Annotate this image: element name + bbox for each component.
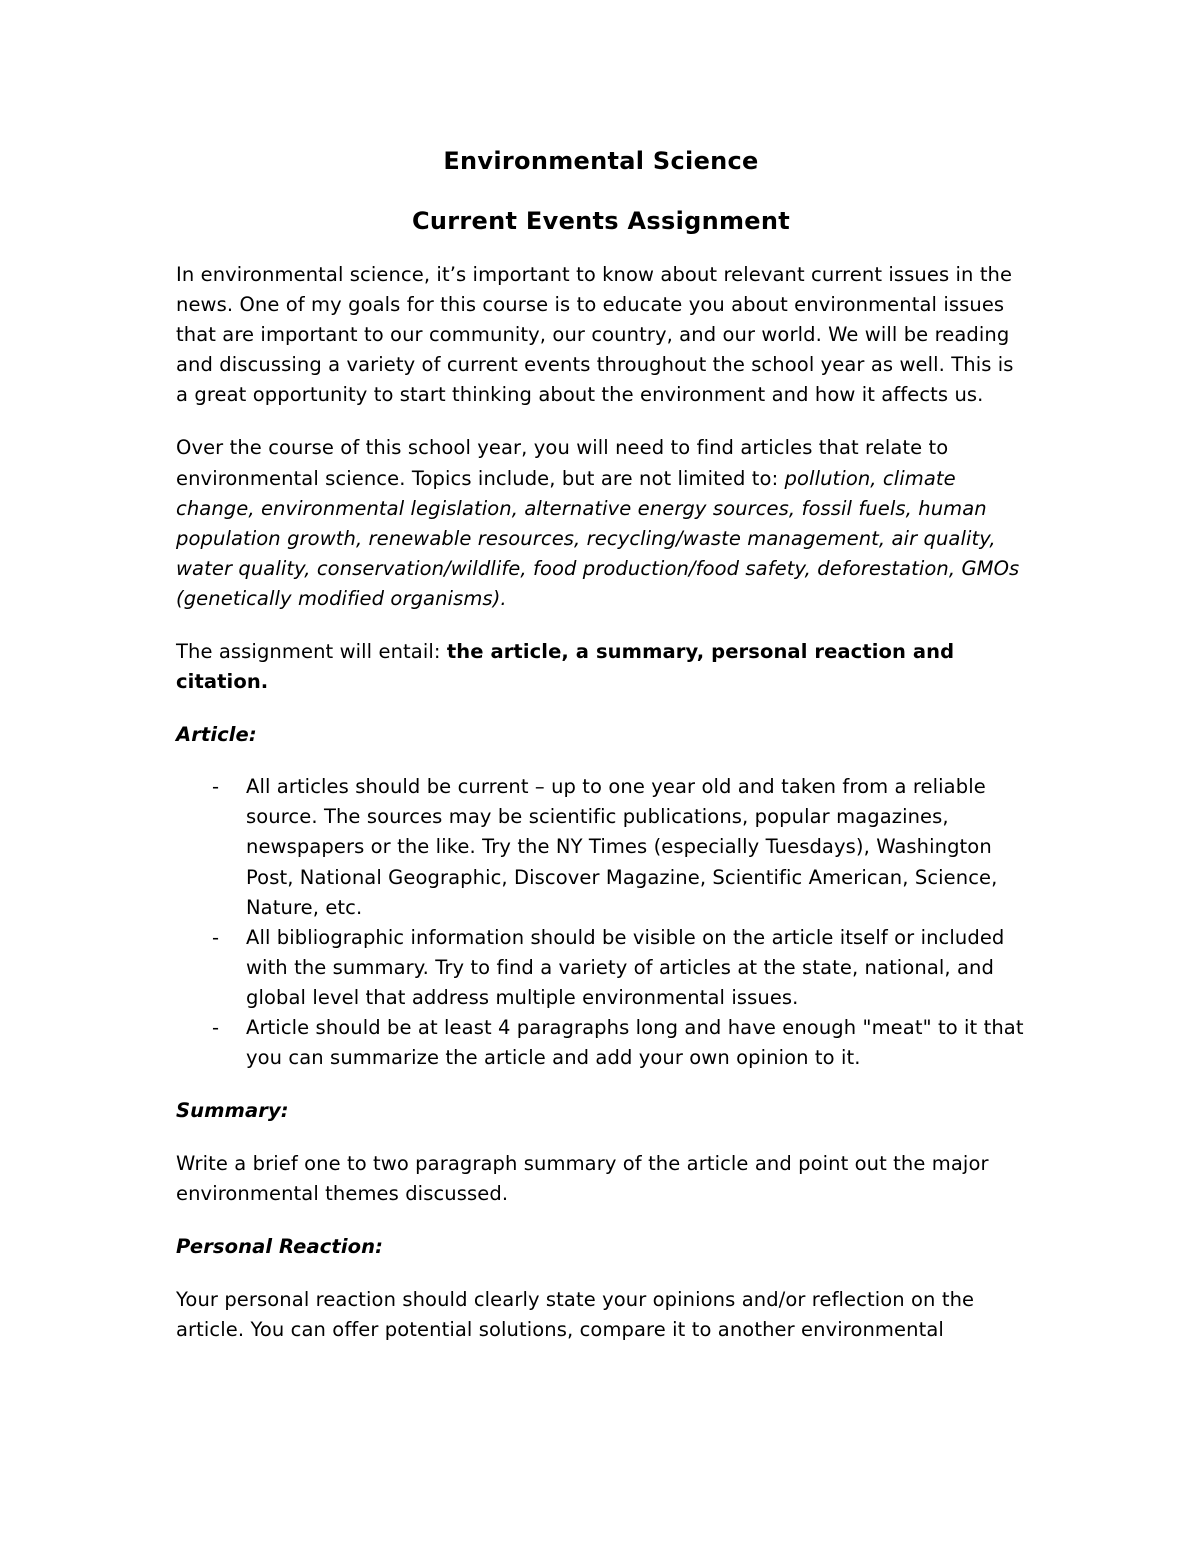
- list-item-text: All articles should be current – up to one year old and taken from a reliable source. The sources may be scientific publications, popular magazines, newspapers or the like. Try the NY Times (especially Tuesdays), Washington Post, National Geographic, Discover Magazine, Scientific American, Science, Nature, etc.: [246, 775, 998, 919]
- list-item: [176, 923, 1026, 1013]
- bullet-marker: -: [212, 925, 220, 949]
- reaction-heading: Personal Reaction:: [176, 1235, 383, 1259]
- topics-list: pollution, climate change, environmental legislation, alternative energy sources, fossil fuels, human population growth, renewable resources, recycling/waste management, air quality, water quality, conservation/wildlife, food production/food safety, deforestation, GMOs (genetically modified organisms).: [176, 466, 1020, 610]
- document-title: Environmental Science: [443, 147, 759, 175]
- reaction-paragraph: Your personal reaction should clearly state your opinions and/or reflection on the article. You can offer potential solutions, compare it to another environmental: [176, 1288, 975, 1342]
- assignment-lead: The assignment will entail:: [176, 640, 447, 664]
- list-item: [176, 772, 1026, 922]
- assignment-paragraph: [176, 637, 1026, 697]
- article-heading: Article:: [176, 723, 257, 747]
- list-item: [176, 1013, 1026, 1073]
- intro-paragraph: In environmental science, it’s important to know about relevant current issues in the news. One of my goals for this course is to educate you about environmental issues that are important to our community, our country, and our world. We will be reading and discussing a variety of current events throughout the school year as well. This is a great opportunity to start thinking about the environment and how it affects us.: [176, 263, 1014, 407]
- bullet-marker: -: [212, 775, 220, 799]
- article-bullet-list: [176, 772, 1026, 1073]
- topics-paragraph: [176, 433, 1026, 614]
- summary-heading: Summary:: [176, 1099, 289, 1123]
- document-subtitle: Current Events Assignment: [411, 207, 791, 235]
- bullet-marker: -: [212, 1015, 220, 1039]
- document-page: [176, 140, 1026, 1346]
- assignment-parts: the article, a summary, personal reaction and citation.: [176, 640, 955, 694]
- topics-lead: Over the course of this school year, you will need to find articles that relate to environmental science. Topics include, but are not limited to:: [176, 436, 949, 490]
- list-item-text: Article should be at least 4 paragraphs long and have enough "meat" to it that you can summarize the article and add your own opinion to it.: [246, 1015, 1024, 1070]
- list-item-text: All bibliographic information should be visible on the article itself or included with the summary. Try to find a variety of articles at the state, national, and global level that address multiple environmental issues.: [246, 925, 1005, 1009]
- summary-paragraph: Write a brief one to two paragraph summary of the article and point out the major environmental themes discussed.: [176, 1152, 989, 1206]
